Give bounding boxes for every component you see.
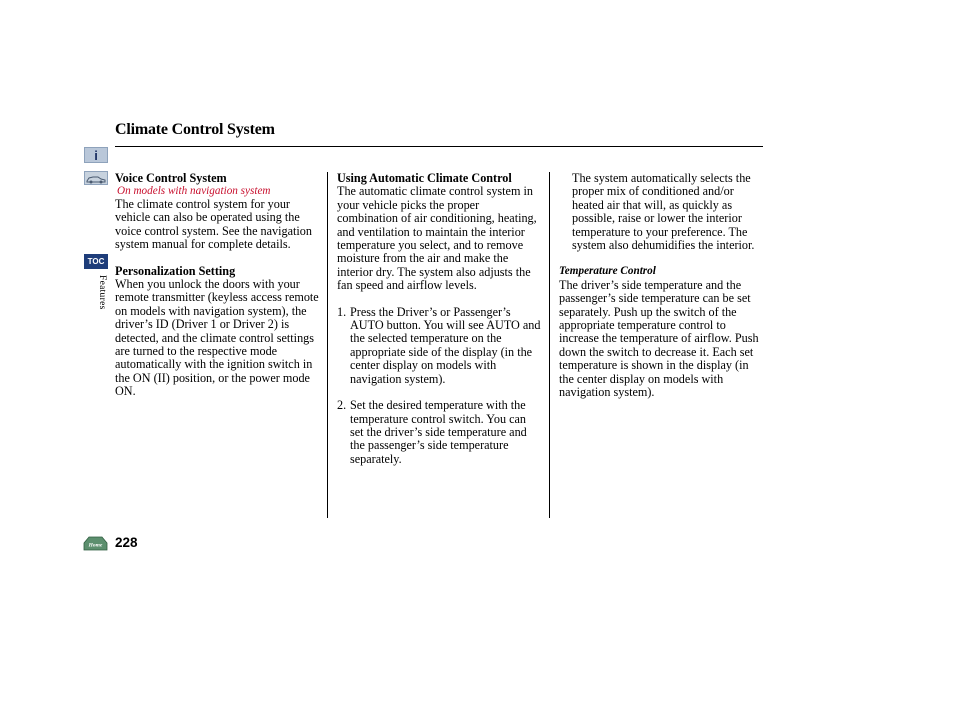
auto-climate-continued: The system automatically selects the proper mix of conditioned and/or heated air that will, as quickly as possible, raise or lower the interior temperature to your preference. The system also dehumidifies the interior. [572, 171, 755, 253]
page-title: Climate Control System [115, 121, 275, 138]
personalization-body: When you unlock the doors with your remote transmitter (keyless access remote on models with navigation system), the driver’s ID (Driver 1 or Driver 2) is detected, and the climate control settings are turned to the respective mode automatically with the ignition switch in the ON (II) position, or the power mode ON. [115, 277, 319, 399]
info-icon[interactable]: i [84, 147, 108, 163]
step-text: Set the desired temperature with the temperature control switch. You can set the driver’s side temperature and the passenger’s side temperature separately. [350, 398, 527, 466]
navigation-note: On models with navigation system [117, 185, 271, 198]
svg-text:Home: Home [88, 542, 103, 549]
auto-climate-heading: Using Automatic Climate Control [337, 171, 512, 185]
car-glyph-icon [85, 173, 107, 185]
home-icon[interactable] [83, 535, 108, 551]
list-item [337, 306, 542, 386]
voice-control-heading: Voice Control System [115, 171, 227, 185]
temperature-control-heading: Temperature Control [559, 265, 656, 278]
car-icon[interactable] [84, 171, 108, 185]
voice-control-body: The climate control system for your vehicle can also be operated using the voice control system. See the navigation system manual for complete details. [115, 197, 312, 252]
section-tab-label: Features [97, 275, 107, 310]
column-divider-2 [549, 172, 550, 518]
column-3 [559, 172, 765, 400]
step-number: 2. [337, 398, 347, 413]
column-2 [337, 172, 542, 466]
title-divider [115, 146, 763, 147]
column-1 [115, 172, 320, 399]
temperature-control-body: The driver’s side temperature and the passenger’s side temperature can be set separately. Push up the switch of the appropriate temperature control to increase the temperature of airflow. Push down the switch to decrease it. Each set temperature is shown in the display (in the center display on models with navigation system). [559, 277, 759, 400]
auto-climate-body: The automatic climate control system in your vehicle picks the proper combination of air conditioning, heating, and ventilation to maintain the interior temperature you select, and to remove moisture from the air and make the interior dry. The system also adjusts the fan speed and airflow levels. [337, 184, 537, 293]
column-divider-1 [327, 172, 328, 518]
step-text: Press the Driver’s or Passenger’s AUTO button. You will see AUTO and the selected temperature on the appropriate side of the display (in the center display on models with navigation system). [350, 304, 541, 386]
steps-list [337, 306, 542, 466]
toc-button[interactable]: TOC [84, 254, 108, 269]
step-number: 1. [337, 304, 347, 319]
page-number: 228 [115, 535, 138, 550]
personalization-heading: Personalization Setting [115, 263, 236, 278]
list-item [337, 399, 542, 466]
